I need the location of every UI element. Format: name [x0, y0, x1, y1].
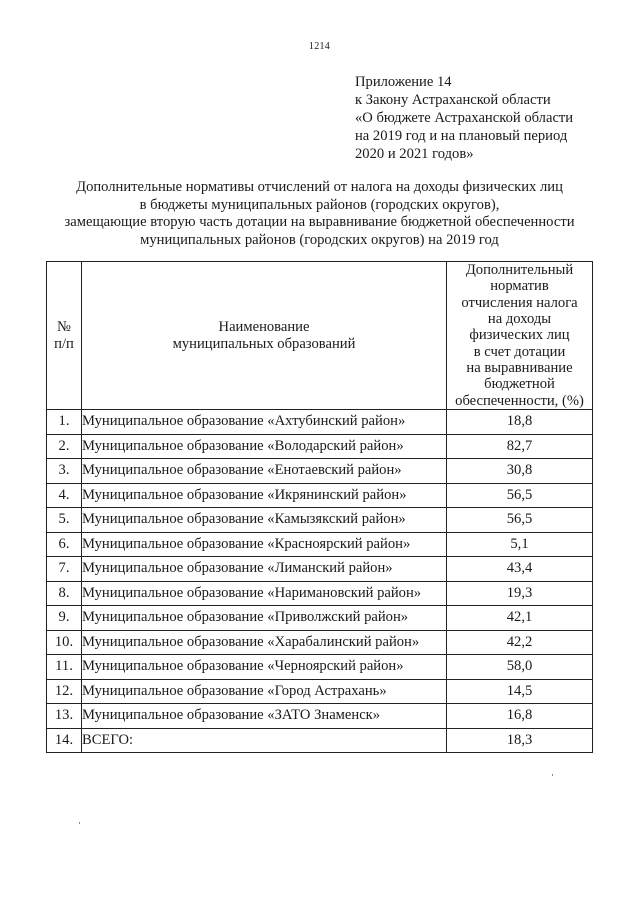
row-number: 13.: [47, 704, 82, 729]
table-row: [47, 655, 593, 680]
row-name: ВСЕГО:: [82, 728, 447, 753]
table-row: [47, 508, 593, 533]
row-name: Муниципальное образование «ЗАТО Знаменск»: [82, 704, 447, 729]
header-value-line: физических лиц: [469, 327, 570, 344]
row-value: 18,3: [447, 728, 593, 753]
header-number: [47, 262, 82, 410]
row-number: 6.: [47, 532, 82, 557]
page-number: 1214: [308, 41, 331, 52]
scan-speck: [79, 822, 80, 824]
table-row: [47, 581, 593, 606]
row-name: Муниципальное образование «Лиманский район»: [82, 557, 447, 582]
table-row: [47, 434, 593, 459]
header-value: [447, 262, 593, 410]
header-name-line: Наименование: [218, 318, 310, 335]
header-number-line: п/п: [54, 335, 74, 352]
row-name: Муниципальное образование «Черноярский район»: [82, 655, 447, 680]
row-name: Муниципальное образование «Володарский район»: [82, 434, 447, 459]
header-value-line: на доходы: [487, 311, 552, 328]
header-value-line: бюджетной: [484, 376, 555, 393]
table-row: [47, 630, 593, 655]
row-name: Муниципальное образование «Харабалинский район»: [82, 630, 447, 655]
table-row: [47, 606, 593, 631]
title-line: замещающие вторую часть дотации на выравнивание бюджетной обеспеченности: [64, 214, 575, 230]
row-number: 3.: [47, 459, 82, 484]
row-number: 2.: [47, 434, 82, 459]
header-number-line: №: [57, 318, 71, 335]
table-row: [47, 679, 593, 704]
table-row: [47, 410, 593, 435]
row-value: 56,5: [447, 508, 593, 533]
row-value: 14,5: [447, 679, 593, 704]
row-name: Муниципальное образование «Красноярский район»: [82, 532, 447, 557]
row-number: 14.: [47, 728, 82, 753]
appendix-line: 2020 и 2021 годов»: [355, 146, 474, 162]
appendix-line: к Закону Астраханской области: [355, 92, 551, 108]
appendix-line: на 2019 год и на плановый период: [355, 128, 568, 144]
row-name: Муниципальное образование «Енотаевский район»: [82, 459, 447, 484]
header-name-line: муниципальных образований: [172, 335, 356, 352]
row-value: 16,8: [447, 704, 593, 729]
header-name: [82, 262, 447, 410]
row-value: 82,7: [447, 434, 593, 459]
table-row: [47, 532, 593, 557]
table-row: [47, 483, 593, 508]
table-row-total: [47, 728, 593, 753]
normatives-table: [46, 261, 593, 753]
row-value: 5,1: [447, 532, 593, 557]
row-number: 9.: [47, 606, 82, 631]
header-value-line: обеспеченности, (%): [455, 392, 584, 409]
row-number: 10.: [47, 630, 82, 655]
row-number: 5.: [47, 508, 82, 533]
header-value-line: норматив: [490, 278, 549, 295]
row-number: 11.: [47, 655, 82, 680]
row-value: 42,1: [447, 606, 593, 631]
table-row: [47, 459, 593, 484]
row-value: 42,2: [447, 630, 593, 655]
row-number: 4.: [47, 483, 82, 508]
table-header-row: [47, 262, 593, 410]
row-number: 8.: [47, 581, 82, 606]
document-title: [20, 179, 619, 249]
row-name: Муниципальное образование «Икрянинский район»: [82, 483, 447, 508]
row-name: Муниципальное образование «Приволжский район»: [82, 606, 447, 631]
table-row: [47, 704, 593, 729]
row-value: 18,8: [447, 410, 593, 435]
header-value-line: в счет дотации: [473, 343, 566, 360]
row-name: Муниципальное образование «Ахтубинский район»: [82, 410, 447, 435]
row-value: 19,3: [447, 581, 593, 606]
header-value-line: отчисления налога: [461, 294, 578, 311]
row-name: Муниципальное образование «Камызякский район»: [82, 508, 447, 533]
title-line: в бюджеты муниципальных районов (городских округов),: [139, 196, 500, 213]
appendix-reference: [355, 73, 625, 163]
title-line: Дополнительные нормативы отчислений от налога на доходы физических лиц: [76, 179, 563, 195]
row-value: 30,8: [447, 459, 593, 484]
table-row: [47, 557, 593, 582]
row-value: 56,5: [447, 483, 593, 508]
title-line: муниципальных районов (городских округов) на 2019 год: [140, 231, 499, 248]
row-number: 12.: [47, 679, 82, 704]
row-name: Муниципальное образование «Наримановский район»: [82, 581, 447, 606]
row-number: 1.: [47, 410, 82, 435]
row-value: 43,4: [447, 557, 593, 582]
header-value-line: на выравнивание: [466, 359, 573, 376]
row-number: 7.: [47, 557, 82, 582]
appendix-line: «О бюджете Астраханской области: [355, 110, 574, 126]
header-value-line: Дополнительный: [465, 262, 574, 279]
scan-speck: [552, 774, 553, 776]
row-value: 58,0: [447, 655, 593, 680]
row-name: Муниципальное образование «Город Астрахань»: [82, 679, 447, 704]
appendix-line: Приложение 14: [355, 74, 452, 90]
